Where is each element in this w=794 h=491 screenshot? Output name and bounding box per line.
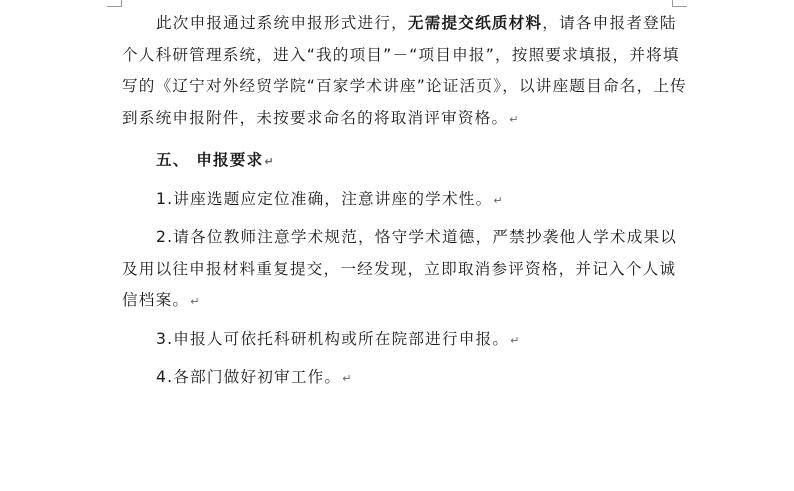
requirement-item-3[interactable] (122, 324, 688, 357)
requirement-item-4[interactable] (122, 362, 688, 395)
paragraph-mark: ↵ (264, 155, 274, 168)
document-body (122, 8, 688, 395)
paragraph-mark: ↵ (510, 333, 520, 347)
paragraph-mark: ↵ (342, 372, 352, 385)
section-heading-requirements[interactable] (122, 145, 688, 178)
requirement-text: 1.讲座选题应定位准确，注意讲座的学术性。 (156, 189, 493, 208)
requirement-item-2[interactable] (122, 222, 688, 318)
page-corner-mark-left (107, 0, 122, 7)
requirement-text: 2.请各位教师注意学术规范，恪守学术道德，严禁抄袭他人学术成果以及用以往申报材料重复提交，一经发现，立即取消参评资格，并记入个人诚信档案。 (122, 228, 678, 309)
paragraph-mark: ↵ (493, 193, 503, 207)
requirement-item-1[interactable] (122, 184, 688, 217)
submission-text-part1: 此次申报通过系统申报形式进行， (156, 14, 408, 32)
submission-paragraph[interactable] (122, 8, 688, 135)
page-corner-mark-right (672, 0, 687, 7)
section-heading-text: 五、 申报要求 (156, 151, 264, 169)
paragraph-mark: ↵ (190, 295, 200, 308)
requirement-text: 4.各部门做好初审工作。 (156, 368, 342, 386)
paragraph-mark: ↵ (509, 112, 519, 126)
submission-text-part2: ，请各申报者登陆个人科研管理系统，进入“我的项目”－“项目申报”，按照要求填报，并将填写的《辽宁对外经贸学院“百家学术讲座”论证活页》，以讲座题目命名，上传到系统申报附件，未按要求命名的将取消评审资格。 (122, 14, 687, 127)
no-paper-materials-bold: 无需提交纸质材料 (407, 14, 543, 32)
requirement-text: 3.申报人可依托科研机构或所在院部进行申报。 (156, 329, 510, 348)
